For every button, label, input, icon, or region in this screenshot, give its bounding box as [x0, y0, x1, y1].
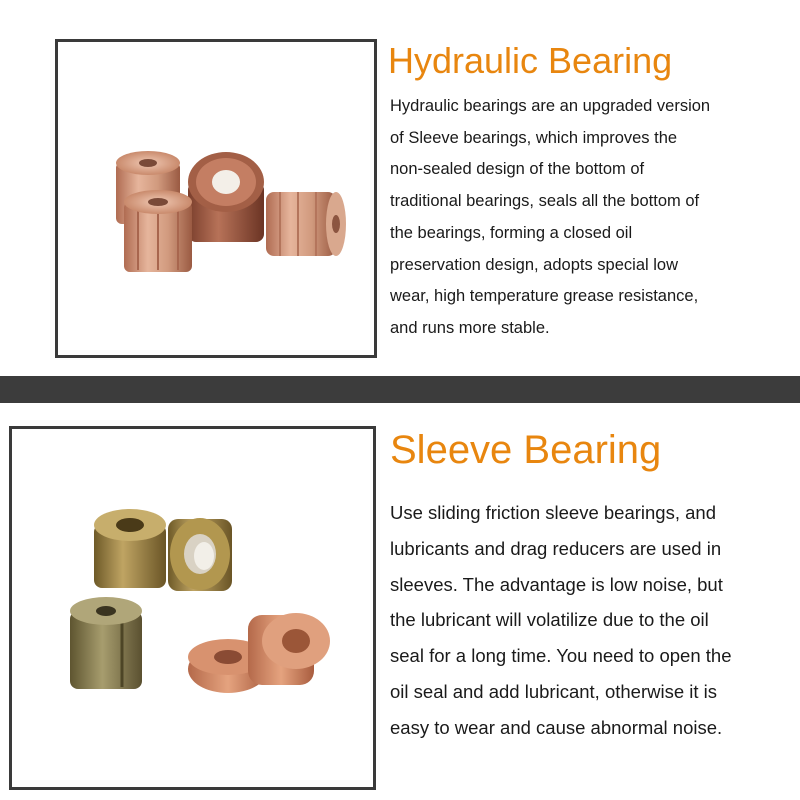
sleeve-bearings-image	[12, 429, 373, 787]
bronze-bearing	[94, 509, 166, 588]
sleeve-bearing-image-frame	[9, 426, 376, 790]
hydraulic-bearing-title: Hydraulic Bearing	[388, 40, 673, 81]
description-line: traditional bearings, seals all the bottom of	[390, 192, 700, 211]
description-line: Use sliding friction sleeve bearings, and	[390, 502, 716, 523]
description-line: wear, high temperature grease resistance,	[390, 287, 699, 306]
description-line: the bearings, forming a closed oil	[390, 223, 633, 242]
bronze-bearing	[168, 518, 232, 591]
copper-bearing	[266, 192, 346, 256]
sleeve-bearing-description	[390, 495, 731, 746]
description-line: the lubricant will volatilize due to the oil	[390, 609, 709, 631]
description-line: preservation design, adopts special low	[390, 255, 679, 274]
description-line: sleeves. The advantage is low noise, but	[390, 573, 723, 595]
copper-bearing	[124, 190, 192, 272]
copper-sleeve-bearing	[188, 613, 330, 693]
description-line: seal for a long time. You need to open the	[390, 645, 732, 667]
description-line: Hydraulic bearings are an upgraded version	[390, 97, 711, 115]
hydraulic-bearing-image-frame	[55, 39, 377, 358]
description-line: easy to wear and cause abnormal noise.	[390, 716, 723, 738]
description-line: oil seal and add lubricant, otherwise it is	[390, 680, 718, 702]
sleeve-bearing-title: Sleeve Bearing	[390, 428, 662, 472]
description-line: lubricants and drag reducers are used in	[390, 537, 722, 559]
description-line: and runs more stable.	[390, 318, 550, 337]
bronze-bearing	[70, 597, 142, 689]
description-line: non-sealed design of the bottom of	[390, 160, 645, 179]
copper-bearing	[188, 152, 264, 242]
section-divider	[0, 376, 800, 403]
hydraulic-bearing-description	[390, 91, 710, 345]
description-line: of Sleeve bearings, which improves the	[390, 128, 678, 147]
hydraulic-bearings-image	[58, 42, 374, 355]
